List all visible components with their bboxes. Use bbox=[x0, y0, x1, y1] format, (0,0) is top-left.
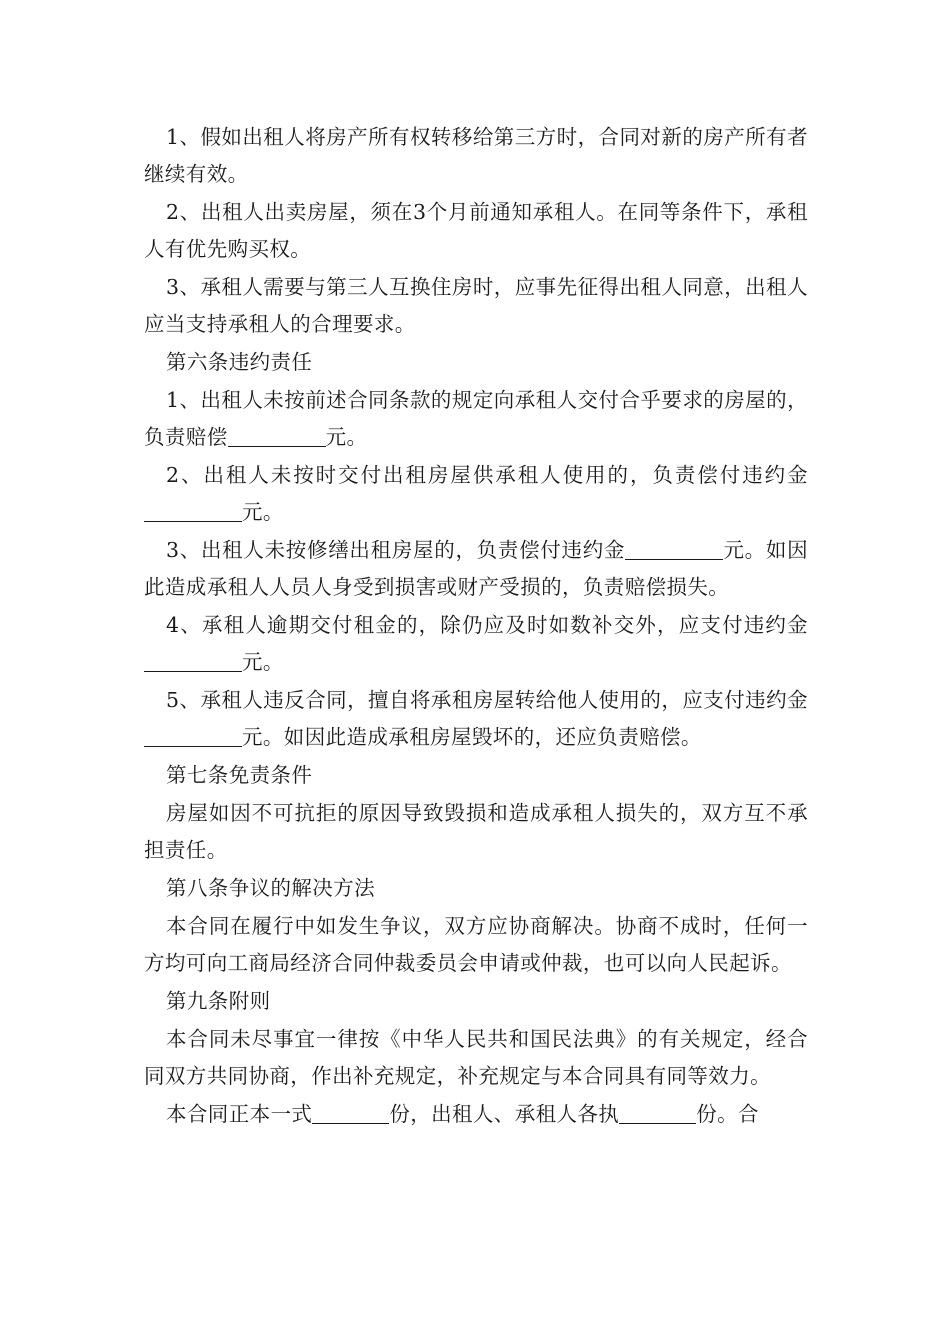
fill-in-blank[interactable] bbox=[228, 422, 326, 447]
paragraph-breach-1: 1、出租人未按前述合同条款的规定向承租人交付合乎要求的房屋的，负责赔偿 元。 bbox=[144, 388, 808, 449]
document-body bbox=[144, 119, 808, 1134]
paragraph-housing-exchange: 3、承租人需要与第三人互换住房时，应事先征得出租人同意，出租人应当支持承租人的合理要求。 bbox=[144, 275, 808, 336]
paragraph-breach-2: 2、出租人未按时交付出租房屋供承租人使用的，负责偿付违约金元。 bbox=[144, 457, 808, 531]
paragraph-supplementary: 本合同未尽事宜一律按《中华人民共和国民法典》的有关规定，经合同双方共同协商，作出补充规定，补充规定与本合同具有同等效力。 bbox=[144, 1027, 808, 1088]
section-heading-7: 第七条免责条件 bbox=[166, 763, 313, 787]
section-heading-9: 第九条附则 bbox=[166, 989, 271, 1013]
fill-in-blank[interactable] bbox=[144, 647, 242, 672]
paragraph-breach-5: 5、承租人违反合同，擅自将承租房屋转给他人使用的，应支付违约金元。如因此造成承租房屋毁坏的，还应负责赔偿。 bbox=[144, 682, 808, 756]
fill-in-blank[interactable] bbox=[144, 497, 242, 522]
section-heading-8: 第八条争议的解决方法 bbox=[166, 876, 375, 900]
paragraph-sale-notice: 2、出租人出卖房屋，须在3个月前通知承租人。在同等条件下，承租人有优先购买权。 bbox=[144, 200, 808, 261]
fill-in-blank[interactable] bbox=[619, 1099, 696, 1124]
paragraph-force-majeure: 房屋如因不可抗拒的原因导致毁损和造成承租人损失的，双方互不承担责任。 bbox=[144, 801, 808, 862]
paragraph-copies: 本合同正本一式 份，出租人、承租人各执 份。合 bbox=[144, 1096, 808, 1133]
fill-in-blank[interactable] bbox=[312, 1099, 389, 1124]
paragraph-transfer-ownership: 1、假如出租人将房产所有权转移给第三方时，合同对新的房产所有者继续有效。 bbox=[144, 125, 808, 186]
fill-in-blank[interactable] bbox=[625, 535, 723, 560]
paragraph-breach-3: 3、出租人未按修缮出租房屋的，负责偿付违约金 元。如因此造成承租人人员人身受到损害或财产受损的，负责赔偿损失。 bbox=[144, 532, 808, 606]
fill-in-blank[interactable] bbox=[144, 722, 242, 747]
paragraph-breach-4: 4、承租人逾期交付租金的，除仍应及时如数补交外，应支付违约金元。 bbox=[144, 607, 808, 681]
section-heading-6: 第六条违约责任 bbox=[166, 350, 313, 374]
paragraph-dispute-resolution: 本合同在履行中如发生争议，双方应协商解决。协商不成时，任何一方均可向工商局经济合同仲裁委员会申请或仲裁，也可以向人民起诉。 bbox=[144, 914, 808, 975]
